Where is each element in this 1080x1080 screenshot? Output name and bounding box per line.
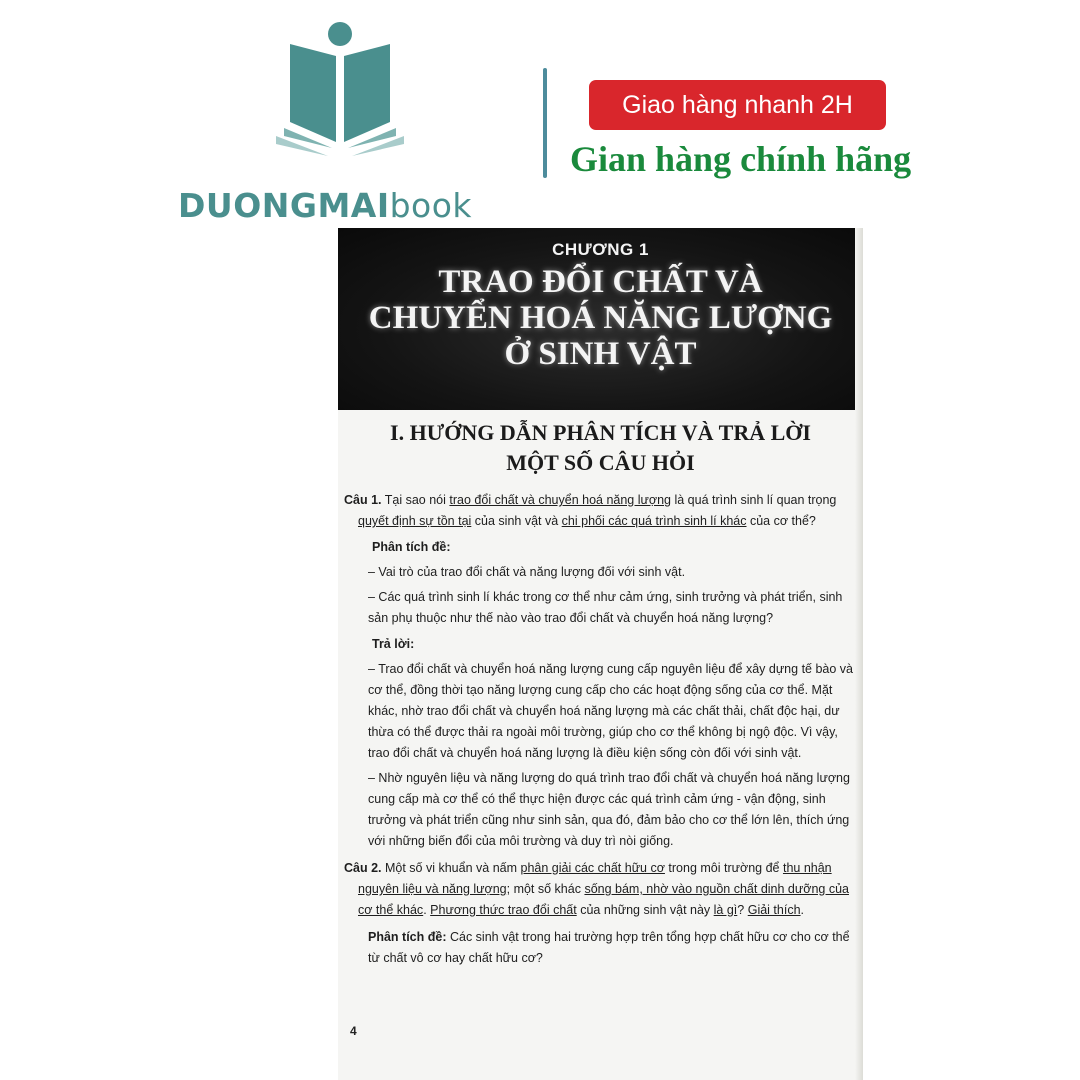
question-1: [338, 490, 855, 532]
page-body: [338, 490, 863, 969]
question-text: Tại sao nói: [384, 493, 446, 507]
underlined-phrase: trao đổi chất và chuyển hoá năng lượng: [449, 493, 671, 507]
analysis-label: Phân tích đề:: [372, 540, 451, 554]
answer-heading: [372, 634, 855, 655]
analysis-heading: [372, 537, 855, 558]
brand-name: [178, 186, 508, 225]
question-label: Câu 2.: [344, 861, 382, 875]
chapter-label: CHƯƠNG 1: [552, 240, 649, 259]
question-text: trong môi trường để: [668, 861, 780, 875]
chapter-header: [338, 228, 863, 410]
book-page: [338, 228, 863, 1080]
underlined-phrase: Phương thức trao đổi chất: [430, 903, 577, 917]
question-text: của những sinh vật này: [580, 903, 711, 917]
open-book-icon: [270, 18, 410, 158]
brand-name-light: book: [389, 186, 473, 225]
question-text: của cơ thể?: [749, 514, 816, 528]
underlined-phrase: sống bám, nhờ vào nguồn chất dinh dưỡng của cơ thể khác: [358, 882, 849, 917]
chapter-title-line: TRAO ĐỔI CHẤT VÀ: [438, 264, 763, 300]
underlined-phrase: Giải thích: [747, 903, 801, 917]
page-number: 4: [350, 1024, 357, 1038]
answer-paragraph: – Nhờ nguyên liệu và năng lượng do quá trình trao đổi chất và chuyển hoá năng lượng cung cấp mà cơ thể có thể thực hiện được các quá trình cảm ứng - vận động, sinh trưởng và phát triển cũng như sinh sản, qua đó, đảm bảo cho cơ thể lớn lên, thích ứng với những biến đổi của môi trường và duy trì nòi giống.: [368, 771, 850, 848]
section-title: [338, 418, 863, 478]
question-text: Một số vi khuẩn và nấm: [385, 861, 518, 875]
underlined-phrase: là gì: [713, 903, 738, 917]
question-text: là quá trình sinh lí quan trọng: [674, 493, 837, 507]
analysis-label: Phân tích đề:: [368, 930, 447, 944]
question-text: của sinh vật và: [474, 514, 559, 528]
answer-label: Trả lời:: [372, 637, 415, 651]
question-text: .: [800, 903, 805, 917]
question-text: .: [423, 903, 427, 917]
fast-delivery-badge: Giao hàng nhanh 2H: [589, 80, 886, 130]
section-title-line: MỘT SỐ CÂU HỎI: [506, 450, 695, 475]
underlined-phrase: thu nhận nguyên liệu và năng lượng: [358, 861, 832, 896]
chapter-title-line: CHUYỂN HOÁ NĂNG LƯỢNG: [368, 300, 833, 336]
question-label: Câu 1.: [344, 493, 382, 507]
official-store-label: Gian hàng chính hãng: [570, 139, 912, 179]
page-edge-shadow: [855, 228, 863, 1080]
chapter-title-line: Ở SINH VẬT: [504, 336, 697, 372]
underlined-phrase: chi phối các quá trình sinh lí khác: [561, 514, 747, 528]
answer-paragraph: – Trao đổi chất và chuyển hoá năng lượng cung cấp nguyên liệu để xây dựng tế bào và cơ thể, đồng thời tạo năng lượng cung cấp cho các hoạt động sống của cơ thể. Mặt khác, nhờ trao đổi chất và chuyển hoá năng lượng mà các chất thải, chất độc hại, dư thừa có thể được thải ra ngoài môi trường, giúp cho cơ thể không bị ngộ độc. Vì vậy, trao đổi chất và chuyển hoá năng lượng là điều kiện sống còn đối với sinh vật.: [368, 662, 853, 760]
analysis-point: – Các quá trình sinh lí khác trong cơ thể như cảm ứng, sinh trưởng và phát triển, sinh sản phụ thuộc như thế nào vào trao đổi chất và chuyển hoá năng lượng?: [368, 590, 843, 625]
section-title-line: I. HƯỚNG DẪN PHÂN TÍCH VÀ TRẢ LỜI: [390, 420, 811, 445]
underlined-phrase: phân giải các chất hữu cơ: [520, 861, 665, 875]
question-text: ?: [737, 903, 745, 917]
analysis-text: Các sinh vật trong hai trường hợp trên tổng hợp chất hữu cơ cho cơ thể từ chất vô cơ hay chất hữu cơ?: [368, 930, 850, 965]
question-text: ; một số khác: [506, 882, 581, 896]
analysis-paragraph: [368, 927, 855, 969]
question-2: [338, 858, 855, 921]
brand-name-bold: DUONGMAI: [178, 186, 390, 225]
brand-logo: [178, 18, 508, 225]
analysis-point: – Vai trò của trao đổi chất và năng lượng đối với sinh vật.: [368, 565, 686, 579]
underlined-phrase: quyết định sự tồn tại: [358, 514, 472, 528]
header-divider: [543, 68, 547, 178]
chapter-title: [338, 264, 863, 372]
